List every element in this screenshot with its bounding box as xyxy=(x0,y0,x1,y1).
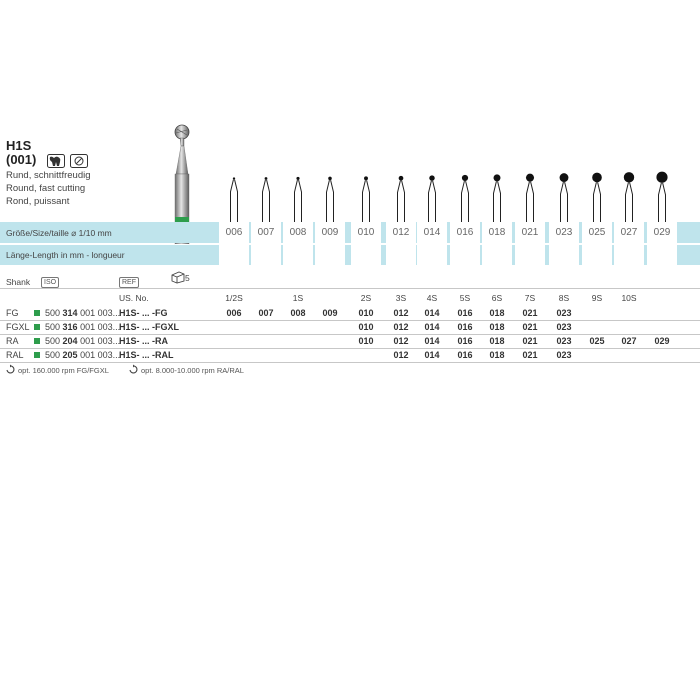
shank-type: FG xyxy=(6,308,19,318)
ref-bold: 316 xyxy=(62,322,78,332)
length-cell xyxy=(219,245,249,265)
rotation-icon xyxy=(5,364,15,374)
size-available: 016 xyxy=(457,308,473,318)
rotation-icon xyxy=(128,364,138,374)
length-cell xyxy=(450,245,480,265)
bur-drawing-012 xyxy=(398,176,405,222)
size-available: 014 xyxy=(424,308,440,318)
size-available: 012 xyxy=(393,336,409,346)
shank-type: RAL xyxy=(6,350,24,360)
size-available: 007 xyxy=(258,308,274,318)
green-marker xyxy=(34,324,40,330)
size-available: 018 xyxy=(489,308,505,318)
shank-type: RA xyxy=(6,336,19,346)
size-available: 023 xyxy=(556,322,572,332)
size-available: 012 xyxy=(393,308,409,318)
length-cell xyxy=(614,245,644,265)
bur-drawings xyxy=(0,160,700,222)
row-divider xyxy=(0,320,700,321)
size-available: 018 xyxy=(489,336,505,346)
description-fr: Rond, puissant xyxy=(6,196,70,207)
size-021: 021 xyxy=(515,222,545,243)
size-008: 008 xyxy=(283,222,313,243)
size-007: 007 xyxy=(251,222,281,243)
size-available: 023 xyxy=(556,350,572,360)
length-cell xyxy=(283,245,313,265)
bur-drawing-007 xyxy=(263,177,270,222)
us-number: 10S xyxy=(621,293,637,303)
product-code: H1S- ... -RA xyxy=(119,336,169,346)
divider xyxy=(0,288,700,289)
pack-count: 5 xyxy=(185,273,190,283)
product-code: H1S- ... -FG xyxy=(119,308,168,318)
size-available: 018 xyxy=(489,350,505,360)
length-cell xyxy=(515,245,545,265)
ref-bold: 204 xyxy=(62,336,78,346)
bur-drawing-025 xyxy=(592,173,602,222)
length-cell xyxy=(482,245,512,265)
us-no-label: US. No. xyxy=(119,293,149,303)
ref-suffix: 001 003... xyxy=(77,336,121,346)
size-label: Größe/Size/taille ⌀ 1/10 mm xyxy=(6,228,112,238)
us-number: 3S xyxy=(395,293,407,303)
iso-badge: ISO xyxy=(41,277,59,288)
ref-badge: REF xyxy=(119,277,139,288)
size-012: 012 xyxy=(386,222,416,243)
bur-drawing-021 xyxy=(526,174,534,222)
us-number: 1S xyxy=(292,293,304,303)
ref-number xyxy=(45,308,120,318)
size-available: 021 xyxy=(522,322,538,332)
size-available: 012 xyxy=(393,322,409,332)
ref-suffix: 001 003... xyxy=(77,322,121,332)
us-number: 1/2S xyxy=(225,293,243,303)
size-available: 029 xyxy=(654,336,670,346)
size-006: 006 xyxy=(219,222,249,243)
bur-drawing-008 xyxy=(295,177,302,222)
green-marker xyxy=(34,310,40,316)
size-available: 010 xyxy=(358,308,374,318)
product-code: H1S- ... -RAL xyxy=(119,350,174,360)
speed-fg: opt. 160.000 rpm FG/FGXL xyxy=(18,366,109,375)
ref-bold: 205 xyxy=(62,350,78,360)
us-number: 4S xyxy=(426,293,438,303)
row-divider xyxy=(0,334,700,335)
length-cell xyxy=(315,245,345,265)
size-available: 014 xyxy=(424,322,440,332)
size-available: 023 xyxy=(556,336,572,346)
us-number: 6S xyxy=(491,293,503,303)
size-available: 021 xyxy=(522,308,538,318)
length-cell xyxy=(582,245,612,265)
size-available: 008 xyxy=(290,308,306,318)
size-available: 021 xyxy=(522,336,538,346)
bur-drawing-027 xyxy=(624,172,634,222)
shank-label: Shank xyxy=(6,277,31,287)
size-027: 027 xyxy=(614,222,644,243)
size-available: 006 xyxy=(226,308,242,318)
bur-drawing-009 xyxy=(327,177,334,222)
ref-prefix: 500 xyxy=(45,336,63,346)
size-available: 027 xyxy=(621,336,637,346)
size-available: 010 xyxy=(358,336,374,346)
size-available: 016 xyxy=(457,322,473,332)
size-available: 009 xyxy=(322,308,338,318)
size-016: 016 xyxy=(450,222,480,243)
product-title: H1S xyxy=(6,138,32,153)
length-cell xyxy=(251,245,281,265)
size-available: 023 xyxy=(556,308,572,318)
length-cell xyxy=(647,245,677,265)
row-divider xyxy=(0,348,700,349)
us-number: 2S xyxy=(360,293,372,303)
size-available: 010 xyxy=(358,322,374,332)
bur-drawing-018 xyxy=(494,174,501,222)
size-available: 014 xyxy=(424,336,440,346)
size-009: 009 xyxy=(315,222,345,243)
size-available: 021 xyxy=(522,350,538,360)
length-cell xyxy=(417,245,447,265)
bur-drawing-016 xyxy=(462,175,469,222)
size-available: 025 xyxy=(589,336,605,346)
description-de: Rund, schnittfreudig xyxy=(6,170,91,181)
product-code: H1S- ... -FGXL xyxy=(119,322,180,332)
us-number: 5S xyxy=(459,293,471,303)
description-en: Round, fast cutting xyxy=(6,183,86,194)
bur-drawing-006 xyxy=(231,177,238,222)
size-018: 018 xyxy=(482,222,512,243)
ref-prefix: 500 xyxy=(45,308,63,318)
ref-prefix: 500 xyxy=(45,322,63,332)
bur-drawing-014 xyxy=(429,175,436,222)
length-cell xyxy=(549,245,579,265)
product-subtitle: (001) xyxy=(6,152,37,167)
ref-prefix: 500 xyxy=(45,350,63,360)
size-available: 018 xyxy=(489,322,505,332)
size-014: 014 xyxy=(417,222,447,243)
shank-type: FGXL xyxy=(6,322,30,332)
us-number: 8S xyxy=(558,293,570,303)
bur-drawing-023 xyxy=(560,173,569,222)
length-cell xyxy=(351,245,381,265)
ref-number xyxy=(45,322,120,332)
us-number: 7S xyxy=(524,293,536,303)
bur-drawing-029 xyxy=(656,172,667,222)
size-available: 014 xyxy=(424,350,440,360)
size-023: 023 xyxy=(549,222,579,243)
size-025: 025 xyxy=(582,222,612,243)
ref-number xyxy=(45,336,120,346)
size-029: 029 xyxy=(647,222,677,243)
green-marker xyxy=(34,352,40,358)
bur-drawing-010 xyxy=(363,176,370,222)
ref-suffix: 001 003... xyxy=(77,350,121,360)
length-label: Länge-Length in mm - longueur xyxy=(6,250,125,260)
length-cell xyxy=(386,245,416,265)
package-icon xyxy=(171,271,185,284)
speed-ra: opt. 8.000-10.000 rpm RA/RAL xyxy=(141,366,244,375)
size-available: 012 xyxy=(393,350,409,360)
ref-suffix: 001 003... xyxy=(77,308,121,318)
row-divider xyxy=(0,362,700,363)
us-number: 9S xyxy=(591,293,603,303)
ref-bold: 314 xyxy=(62,308,78,318)
size-available: 016 xyxy=(457,336,473,346)
size-010: 010 xyxy=(351,222,381,243)
green-marker xyxy=(34,338,40,344)
size-available: 016 xyxy=(457,350,473,360)
ref-number xyxy=(45,350,120,360)
